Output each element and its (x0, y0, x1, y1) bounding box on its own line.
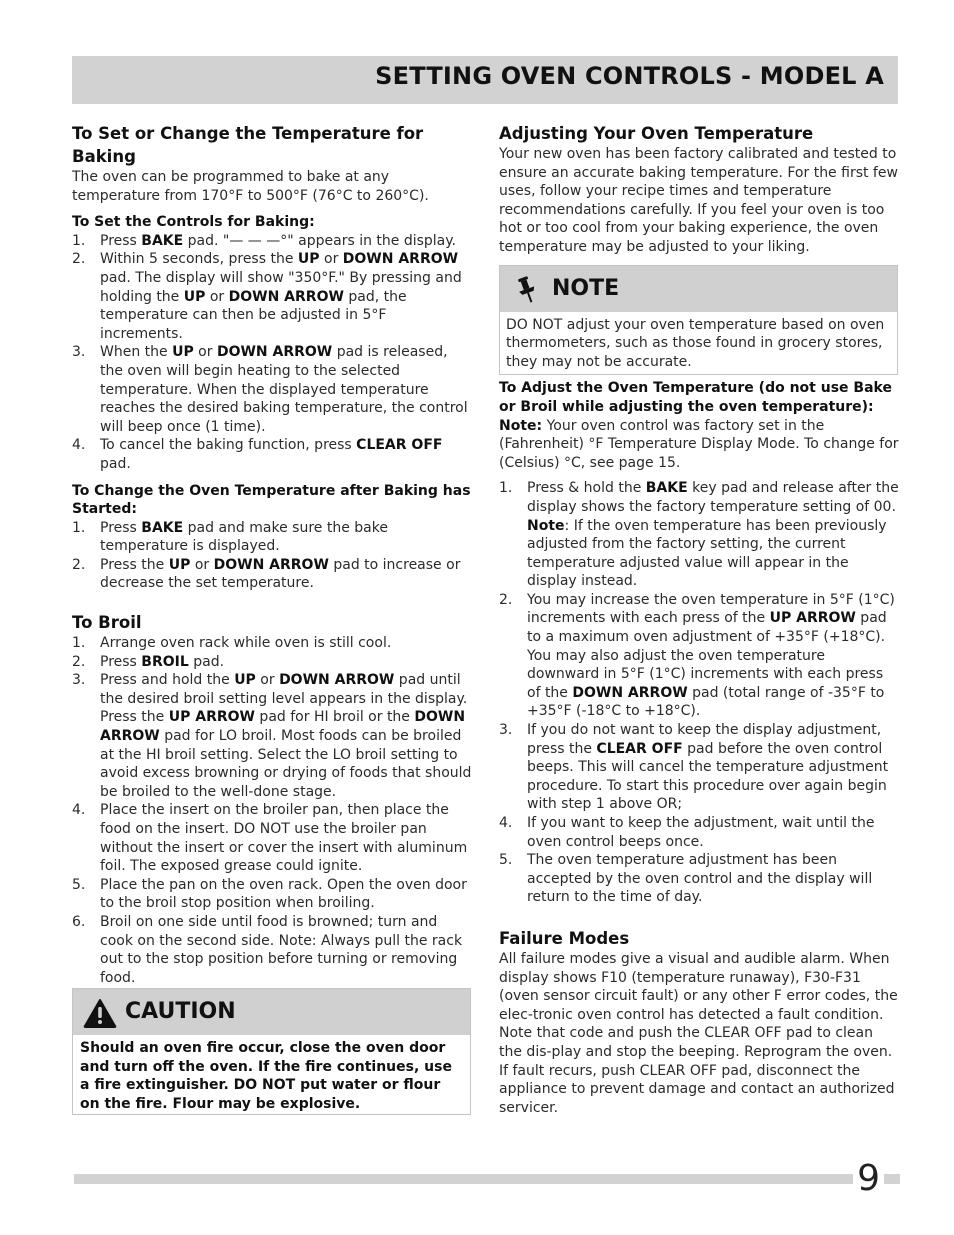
step-text: If you do not want to keep the display adjustment, press the CLEAR OFF pad before the oven control beeps. This will cancel the temperature adjustment procedure. To start this procedure over again begin with step 1 above OR; (527, 722, 889, 813)
note-title: NOTE (552, 275, 620, 301)
step-number: 2. (72, 556, 86, 573)
list-item (72, 519, 472, 556)
pushpin-icon (514, 276, 540, 304)
list-item (499, 721, 899, 814)
step-text: Arrange oven rack while oven is still cool. (100, 635, 392, 652)
caution-box (72, 988, 471, 1115)
caution-header (73, 989, 470, 1035)
step-text: Press & hold the BAKE key pad and release after the display shows the factory temperature setting of 00. Note: If the oven temperature has been previously adjusted from the factory setting, the current temperature adjusted value will appear in the display instead. (527, 480, 899, 590)
caution-title: CAUTION (125, 999, 236, 1024)
temperature-intro: The oven can be programmed to bake at any temperature from 170°F to 500°F (76°C to 260°C). (72, 169, 429, 204)
step-text: Press and hold the UP or DOWN ARROW pad until the desired broil setting level appears in the display. Press the UP ARROW pad for HI broil or the DOWN ARROW pad for LO broil. Most foods can be broiled at the HI broil setting. Select the LO broil setting to avoid excess browning or drying of foods that should be broiled to the well-done stage. (100, 672, 472, 800)
list-item (72, 671, 472, 801)
list-item (72, 801, 472, 875)
list-item (72, 634, 472, 653)
set-controls-steps (72, 232, 472, 474)
note-text: DO NOT adjust your oven temperature based on oven thermometers, such as those found in grocery stores, they may not be accurate. (506, 316, 885, 370)
step-number: 3. (499, 722, 513, 739)
step-number: 1. (499, 480, 513, 497)
header-bar (72, 56, 898, 104)
step-number: 1. (72, 232, 86, 249)
list-item (72, 913, 472, 987)
step-number: 4. (72, 802, 86, 819)
step-number: 3. (72, 344, 86, 361)
list-item (72, 876, 472, 913)
caution-text: Should an oven fire occur, close the oven door and turn off the oven. If the fire continues, use a fire extinguisher. DO NOT put water or flour on the fire. Flour may be explosive. (80, 1040, 452, 1112)
section-title-broil: To Broil (72, 613, 142, 633)
step-text: Press BAKE pad and make sure the bake temperature is displayed. (100, 519, 388, 555)
step-text: If you want to keep the adjustment, wait until the oven control beeps once. (527, 815, 875, 850)
left-column (72, 122, 472, 1006)
page-title: SETTING OVEN CONTROLS - MODEL A (375, 62, 884, 90)
step-number: 5. (72, 876, 86, 893)
adjusting-intro: Your new oven has been factory calibrated and tested to ensure an accurate baking temperature. For the first few uses, follow your recipe times and temperature recommendations carefully. If you feel your oven is too hot or too cool from your baking experience, the oven temperature may be adjusted to your liking. (499, 146, 898, 255)
change-temperature-steps (72, 519, 472, 593)
step-number: 2. (499, 591, 513, 608)
list-item (72, 653, 472, 672)
list-item (499, 591, 899, 721)
step-text: To cancel the baking function, press CLEAR OFF pad. (100, 437, 443, 472)
step-text: Press BAKE pad. "— — —°" appears in the display. (100, 232, 456, 249)
subheading-change-temperature: To Change the Oven Temperature after Baking has Started: (72, 482, 471, 518)
right-column (499, 122, 899, 1117)
subheading-adjust-temperature: To Adjust the Oven Temperature (do not use Bake or Broil while adjusting the oven temperature): (499, 380, 892, 415)
list-item (72, 250, 472, 343)
list-item (72, 436, 472, 473)
step-text: Place the insert on the broiler pan, then place the food on the insert. DO NOT use the broiler pan without the insert or cover the insert with aluminum foil. The exposed grease could ignite. (100, 802, 468, 875)
section-title-failure-modes: Failure Modes (499, 928, 630, 948)
section-title-adjusting: Adjusting Your Oven Temperature (499, 124, 814, 143)
step-number: 4. (499, 815, 513, 831)
page-number: 9 (853, 1158, 884, 1199)
list-item (72, 556, 472, 593)
step-number: 2. (72, 653, 86, 670)
step-number: 2. (72, 251, 86, 268)
step-text: The oven temperature adjustment has been accepted by the oven control and the display will return to the time of day. (527, 852, 873, 906)
list-item (72, 232, 472, 251)
step-text: When the UP or DOWN ARROW pad is released, the oven will begin heating to the selected temperature. When the displayed temperature reaches the desired baking temperature, the control will beep once (1 time). (100, 344, 468, 435)
list-item (499, 479, 899, 591)
list-item (499, 851, 899, 907)
failure-modes-text: All failure modes give a visual and audible alarm. When display shows F10 (temperature runaway), F30-F31 (oven sensor circuit fault) or any other F error codes, the elec-tronic oven control has detected a fault condition. Note that code and push the CLEAR OFF pad to clean the dis-play and stop the beeping. Reprogram the oven. If fault recurs, push CLEAR OFF pad, disconnect the appliance to prevent damage and contact an authorized servicer. (499, 950, 898, 1116)
broil-steps (72, 634, 472, 1006)
step-text: Place the pan on the oven rack. Open the oven door to the broil stop position when broiling. (100, 876, 467, 912)
step-text: Broil on one side until food is browned; turn and cook on the second side. Note: Always pull the rack out to the stop position before turning or removing food. (100, 913, 463, 986)
step-text: You may increase the oven temperature in 5°F (1°C) increments with each press of the UP ARROW pad to a maximum oven adjustment of +35°F (+18°C). You may also adjust the oven temperature downward in 5°F (1°C) increments with each press of the DOWN ARROW pad (total range of -35°F to +35°F (-18°C to +18°C). (527, 591, 895, 720)
footer-rule (74, 1174, 900, 1184)
note-box (499, 265, 898, 376)
list-item (72, 343, 472, 436)
subheading-set-controls: To Set the Controls for Baking: (72, 214, 315, 231)
step-text: Press the UP or DOWN ARROW pad to increase or decrease the set temperature. (100, 556, 461, 592)
step-number: 1. (72, 635, 86, 652)
section-title-temperature: To Set or Change the Temperature for Baking (72, 124, 424, 166)
adjust-note: Note: Your oven control was factory set in the (Fahrenheit) °F Temperature Display Mode. To change for (Celsius) °C, see page 15. (499, 417, 899, 471)
step-text: Within 5 seconds, press the UP or DOWN ARROW pad. The display will show "350°F." By pressing and holding the UP or DOWN ARROW pad, the temperature can then be adjusted in 5°F increments. (100, 251, 462, 342)
list-item (499, 814, 899, 851)
step-text: Press BROIL pad. (100, 653, 225, 670)
step-number: 6. (72, 913, 86, 930)
warning-triangle-icon (83, 998, 117, 1028)
step-number: 4. (72, 437, 86, 454)
step-number: 5. (499, 852, 513, 869)
step-number: 1. (72, 519, 86, 536)
note-header (500, 266, 897, 312)
step-number: 3. (72, 672, 86, 689)
adjust-steps (499, 479, 899, 907)
